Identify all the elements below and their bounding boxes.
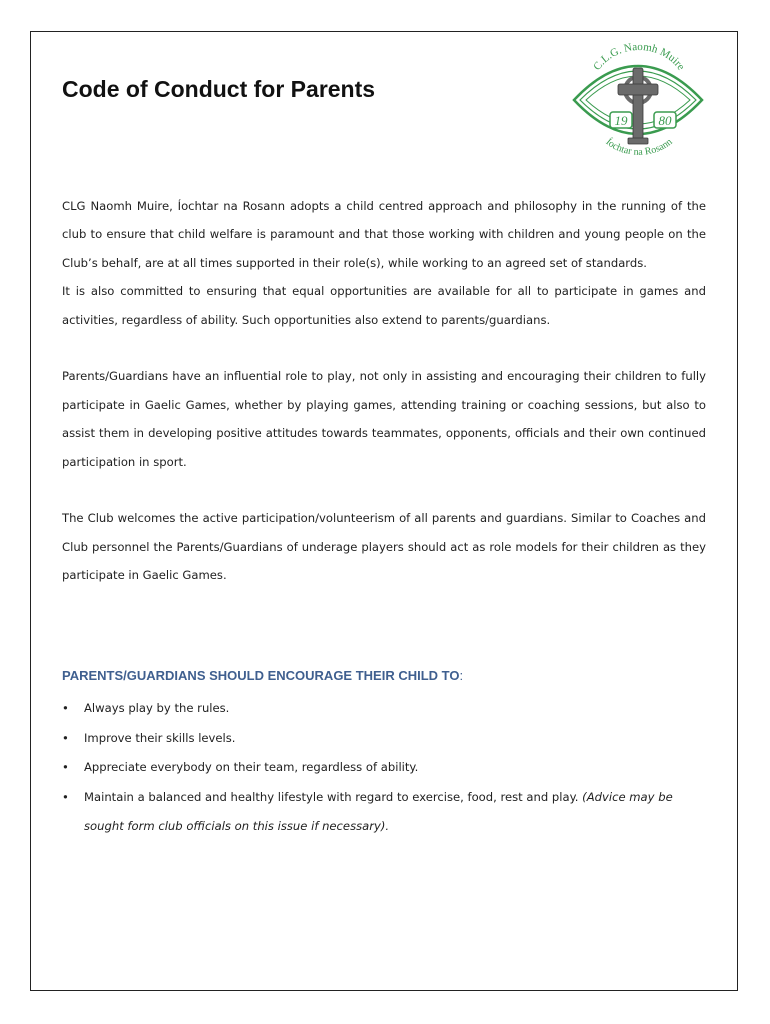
paragraph-equal-opportunities: It is also committed to ensuring that equal opportunities are available for all to participate in games and activities, regardless of ability. Such opportunities also extend to parents/guardians. bbox=[62, 284, 706, 327]
paragraph-intro: CLG Naomh Muire, Íochtar na Rosann adopts a child centred approach and philosophy in the running of the club to ensure that child welfare is paramount and that those working with children and young people on the Club’s behalf, are at all times supported in their role(s), while working to an agreed set of standards. bbox=[62, 199, 706, 270]
crest-year-left: 19 bbox=[614, 113, 628, 128]
list-item: • Always play by the rules. bbox=[62, 694, 702, 724]
crest-year-right: 80 bbox=[658, 113, 672, 128]
body-text bbox=[62, 192, 706, 590]
encourage-list bbox=[62, 694, 702, 842]
list-item: • Maintain a balanced and healthy lifestyle with regard to exercise, food, rest and play. (Advice may be sought form club officials on this issue if necessary). bbox=[62, 783, 702, 842]
club-crest-logo bbox=[570, 40, 706, 158]
crest-bottom-text: Íochtar na Rosann bbox=[603, 136, 675, 158]
section-heading: PARENTS/GUARDIANS SHOULD ENCOURAGE THEIR CHILD TO: bbox=[62, 668, 464, 683]
bullet-icon: • bbox=[62, 701, 69, 715]
list-item: • Appreciate everybody on their team, regardless of ability. bbox=[62, 753, 702, 783]
advice-note: (Advice may be sought form club officials on this issue if necessary). bbox=[84, 789, 673, 834]
paragraph-club-welcomes: The Club welcomes the active participation/volunteerism of all parents and guardians. Similar to Coaches and Club personnel the Parents/Guardians of underage players should act as role models for their children as they participate in Gaelic Games. bbox=[62, 511, 706, 583]
list-item: • Improve their skills levels. bbox=[62, 724, 702, 754]
bullet-icon: • bbox=[62, 760, 69, 775]
page-title: Code of Conduct for Parents bbox=[62, 76, 376, 102]
paragraph-parents-role: Parents/Guardians have an influential role to play, not only in assisting and encouraging their children to fully participate in Gaelic Games, whether by playing games, attending training or coaching sessions, but also to assist them in developing positive attitudes towards teammates, opponents, officials and their own continued participation in sport. bbox=[62, 369, 706, 469]
bullet-icon: • bbox=[62, 789, 69, 804]
crest-top-text: C.L.G. Naomh Muire bbox=[591, 40, 687, 73]
bullet-icon: • bbox=[62, 730, 69, 745]
